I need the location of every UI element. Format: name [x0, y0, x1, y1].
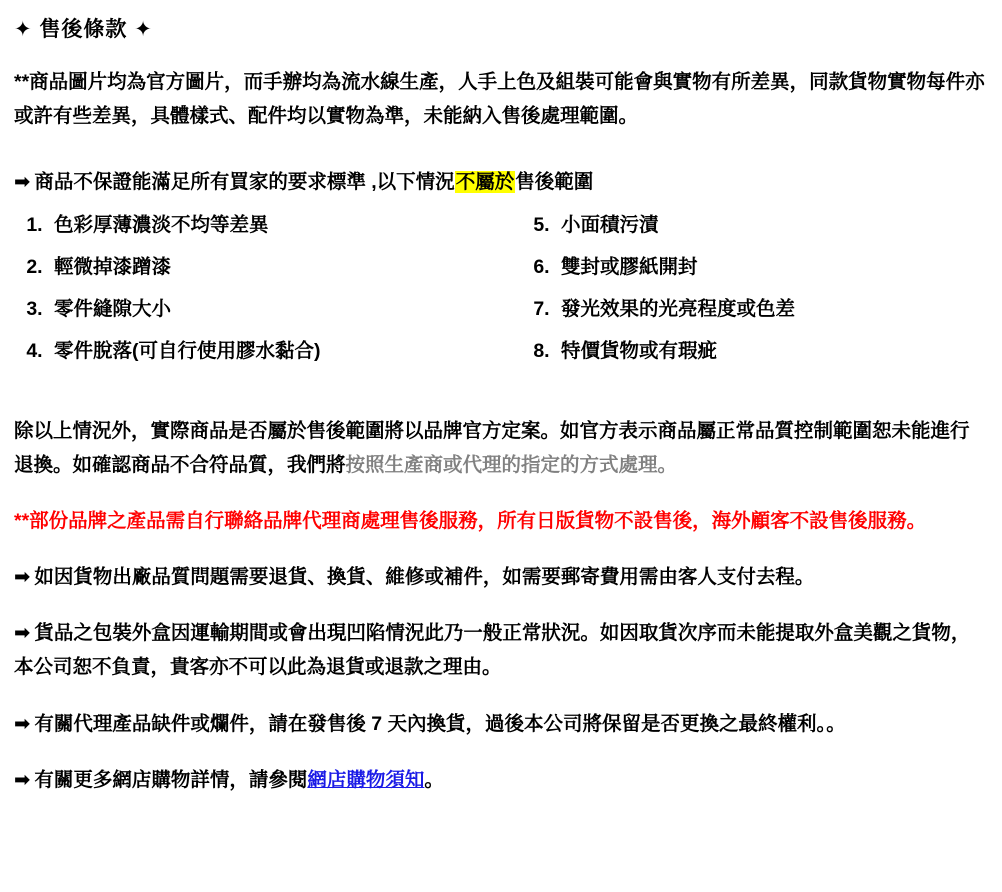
scope-highlight: 不屬於 [455, 170, 515, 193]
exclusions-list [14, 211, 988, 380]
list-item: 1. 色彩厚薄濃淡不均等差異 [48, 211, 501, 239]
bullet-text: 貨品之包裝外盒因運輸期間或會出現凹陷情況此乃一般正常狀況。如因取貨次序而未能提取外盒美觀之貨物，本公司恕不負責，貴客亦不可以此為退貨或退款之理由。 [14, 622, 971, 679]
list-item: 7. 發光效果的光亮程度或色差 [555, 295, 988, 323]
arrow-icon: ➡ [14, 712, 31, 735]
policy-paragraph [14, 414, 988, 482]
scope-line-before: 商品不保證能滿足所有買家的要求標準 ,以下情況 [34, 170, 455, 193]
list-item: 8. 特價貨物或有瑕疵 [555, 337, 988, 365]
shop-guide-link[interactable]: 網店購物須知 [307, 768, 425, 791]
last-bullet-item [14, 763, 988, 797]
list-item: 5. 小面積污漬 [555, 211, 988, 239]
bullet-item [14, 560, 988, 594]
exclusions-right-items [521, 211, 988, 366]
arrow-icon: ➡ [14, 566, 31, 589]
bullet-item [14, 616, 988, 684]
bullet-item [14, 707, 988, 741]
exclusions-left-column [14, 211, 501, 380]
list-item: 2. 輕微掉漆蹭漆 [48, 253, 501, 281]
page-title: ✦ 售後條款 ✦ [14, 18, 153, 41]
list-item: 3. 零件縫隙大小 [48, 295, 501, 323]
policy-part1: 除以上情況外，實際商品是否屬於售後範圍將以品牌官方定案。如官方表示商品屬正常品質控制範圍恕未能進行退換。如確認商品不合符品質，我們將 [14, 419, 970, 476]
arrow-icon: ➡ [14, 170, 31, 193]
last-bullet-before: 有關更多網店購物詳情，請參閱 [34, 768, 308, 791]
list-item: 6. 雙封或膠紙開封 [555, 253, 988, 281]
bullet-text: 如因貨物出廠品質問題需要退貨、換貨、維修或補件，如需要郵寄費用需由客人支付去程。 [34, 566, 815, 589]
red-notice: **部份品牌之產品需自行聯絡品牌代理商處理售後服務，所有日版貨物不設售後，海外顧客不設售後服務。 [14, 510, 927, 532]
arrow-icon: ➡ [14, 622, 31, 645]
scope-line-after: 售後範圍 [515, 170, 594, 193]
arrow-icon: ➡ [14, 768, 31, 791]
last-bullet-after: 。 [424, 768, 444, 791]
list-item: 4. 零件脫落(可自行使用膠水黏合) [48, 337, 501, 365]
intro-paragraph: **商品圖片均為官方圖片，而手辦均為流水線生產，人手上色及組裝可能會與實物有所差異，同款貨物實物每件亦或許有些差異，具體樣式、配件均以實物為準，未能納入售後處理範圍。 [14, 71, 985, 128]
exclusions-left-items [14, 211, 501, 366]
bullet-text: 有關代理產品缺件或爛件，請在發售後 7 天內換貨，過後本公司將保留是否更換之最終權利。。 [34, 712, 846, 735]
exclusions-right-column [501, 211, 988, 380]
scope-line [14, 166, 988, 199]
policy-part2: 按照生產商或代理的指定的方式處理。 [345, 453, 678, 476]
